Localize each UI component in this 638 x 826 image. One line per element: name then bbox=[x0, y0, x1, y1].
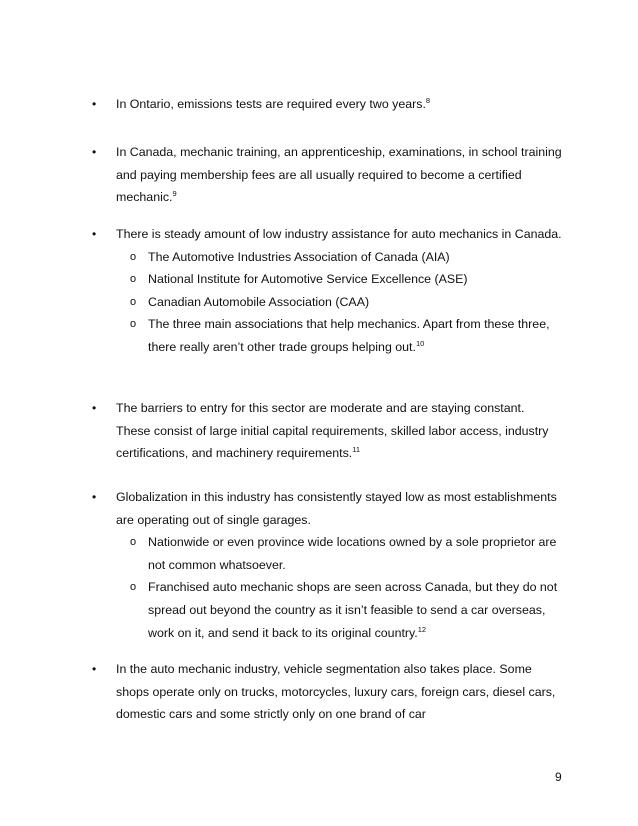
bullet-text: Globalization in this industry has consistently stayed low as most establishments are operating out of single garages. bbox=[116, 490, 557, 527]
bullet-item bbox=[92, 223, 562, 359]
bullet-text: In the auto mechanic industry, vehicle segmentation also takes place. Some shops operate only on trucks, motorcycles, luxury cars, foreign cars, diesel cars, domestic cars and some strictly only on one brand of car bbox=[116, 662, 556, 722]
bullet-dot bbox=[92, 486, 116, 509]
sub-item: o Franchised auto mechanic shops are seen across Canada, but they do not spread out beyond the country as it isn’t feasible to send a car overseas, work on it, and send it back to its original country.$^{12}$ bbox=[92, 576, 562, 644]
sub-bullet-marker: o bbox=[130, 273, 137, 286]
sub-bullet-marker: o bbox=[130, 536, 137, 549]
sub-bullet-marker: o bbox=[130, 250, 137, 263]
sub-item: o The Automotive Industries Association of Canada (AIA) bbox=[92, 246, 562, 269]
bullet-dot bbox=[92, 397, 116, 420]
footnote-ref: 12 bbox=[417, 624, 427, 634]
bullet-item bbox=[92, 93, 562, 116]
bullet-item bbox=[92, 658, 562, 726]
bullet-item bbox=[92, 486, 562, 644]
footnote-ref: 10 bbox=[415, 338, 425, 348]
bullet-text: In Ontario, emissions tests are required every two years.$^8$ bbox=[116, 95, 431, 111]
sub-item: o Nationwide or even province wide locations owned by a sole proprietor are not common whatsoever. bbox=[92, 531, 562, 576]
bullet-dot bbox=[92, 93, 116, 116]
bullet-text: There is steady amount of low industry assistance for auto mechanics in Canada. bbox=[116, 227, 562, 241]
sub-item: o Canadian Automobile Association (CAA) bbox=[92, 291, 562, 314]
bullet-item bbox=[92, 397, 562, 465]
sub-bullet-marker: o bbox=[130, 581, 137, 594]
bullet-dot bbox=[92, 658, 116, 681]
sub-list bbox=[92, 246, 562, 359]
page-number: 9 bbox=[555, 770, 562, 784]
bullet-item bbox=[92, 141, 562, 209]
bullet-dot bbox=[92, 223, 116, 246]
footnote-ref: 8 bbox=[425, 95, 431, 105]
bullet-text: In Canada, mechanic training, an apprenticeship, examinations, in school training and paying membership fees are all usually required to become a certified mechanic.$^9$ bbox=[116, 145, 562, 205]
footnote-ref: 9 bbox=[172, 189, 177, 199]
bullet-text: The barriers to entry for this sector are moderate and are staying constant. These consist of large initial capital requirements, skilled labor access, industry certifications, and machinery requirements.$^{11}$ bbox=[116, 401, 549, 461]
sub-item: o The three main associations that help mechanics. Apart from these three, there really aren’t other trade groups helping out.$^{10}$ bbox=[92, 313, 562, 358]
sub-list bbox=[92, 531, 562, 644]
sub-bullet-marker: o bbox=[130, 318, 137, 331]
sub-bullet-marker: o bbox=[130, 295, 137, 308]
bullet-dot bbox=[92, 141, 116, 164]
footnote-ref: 11 bbox=[352, 445, 361, 455]
sub-item: o National Institute for Automotive Service Excellence (ASE) bbox=[92, 268, 562, 291]
